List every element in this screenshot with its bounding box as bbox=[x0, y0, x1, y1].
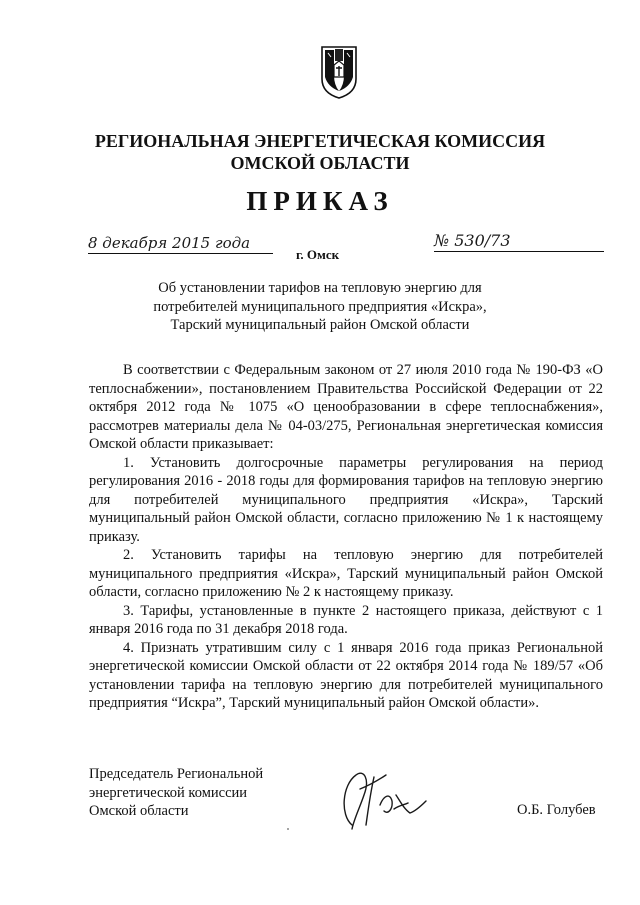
handwritten-signature bbox=[330, 765, 430, 835]
signatory-title-line3: Омской области bbox=[89, 803, 189, 819]
body-item-2: 2. Установить тарифы на тепловую энергию для потребителей муниципального предприятия «Искра», Тарский муниципальный район Омской области, согласно приложению № 2 к настоящему приказу. bbox=[89, 547, 603, 600]
body-item-3: 3. Тарифы, установленные в пункте 2 настоящего приказа, действуют с 1 января 2016 года по 31 декабря 2018 года. bbox=[89, 602, 603, 637]
signatory-name: О.Б. Голубев bbox=[517, 802, 596, 818]
signatory-title-line1: Председатель Региональной bbox=[89, 766, 264, 782]
scan-speck bbox=[287, 828, 289, 830]
authority-name-line1: РЕГИОНАЛЬНАЯ ЭНЕРГЕТИЧЕСКАЯ КОМИССИЯ bbox=[94, 131, 546, 151]
order-date: 8 декабря 2015 года bbox=[88, 233, 273, 254]
subject-line-2: потребителей муниципального предприятия «Искра», bbox=[153, 298, 487, 315]
signatory-title-line2: энергетической комиссии bbox=[89, 784, 248, 801]
order-number: № 530/73 bbox=[434, 231, 604, 252]
signatory-title bbox=[89, 765, 263, 821]
body-item-4: 4. Признать утратившим силу с 1 января 2016 года приказ Региональной энергетической комиссии Омской области от 22 октября 2014 года № 189/57 «Об установлении тарифа на тепловую энергию для потребителей муниципального предприятия “Искра”, Тарский муниципальный район Омской области». bbox=[89, 639, 603, 711]
body-preamble: В соответствии с Федеральным законом от 27 июля 2010 года № 190-ФЗ «О теплоснабжении», постановлением Правительства Российской Федерации от 22 октября 2012 года № 1075 «О ценообразовании в сфере теплоснабжения», рассмотрев материалы дела № 04-03/275, Региональная энергетическая комиссия Омской области приказывает: bbox=[89, 362, 603, 452]
order-body bbox=[89, 361, 603, 713]
document-type-title: ПРИКАЗ bbox=[246, 186, 394, 216]
order-subject bbox=[0, 279, 640, 335]
omsk-region-coat-of-arms-icon bbox=[320, 45, 358, 99]
body-item-1: 1. Установить долгосрочные параметры регулирования на период регулирования 2016 - 2018 годы для формирования тарифов на тепловую энергию для потребителей муниципального предприятия «Искра», Тарский муниципальный район Омской области, согласно приложению № 1 к настоящему приказу. bbox=[89, 454, 603, 545]
subject-line-3: Тарский муниципальный район Омской области bbox=[170, 317, 470, 333]
order-city: г. Омск bbox=[296, 247, 340, 262]
subject-line-1: Об установлении тарифов на тепловую энергию для bbox=[158, 280, 482, 296]
authority-name-line2: ОМСКОЙ ОБЛАСТИ bbox=[230, 153, 410, 173]
